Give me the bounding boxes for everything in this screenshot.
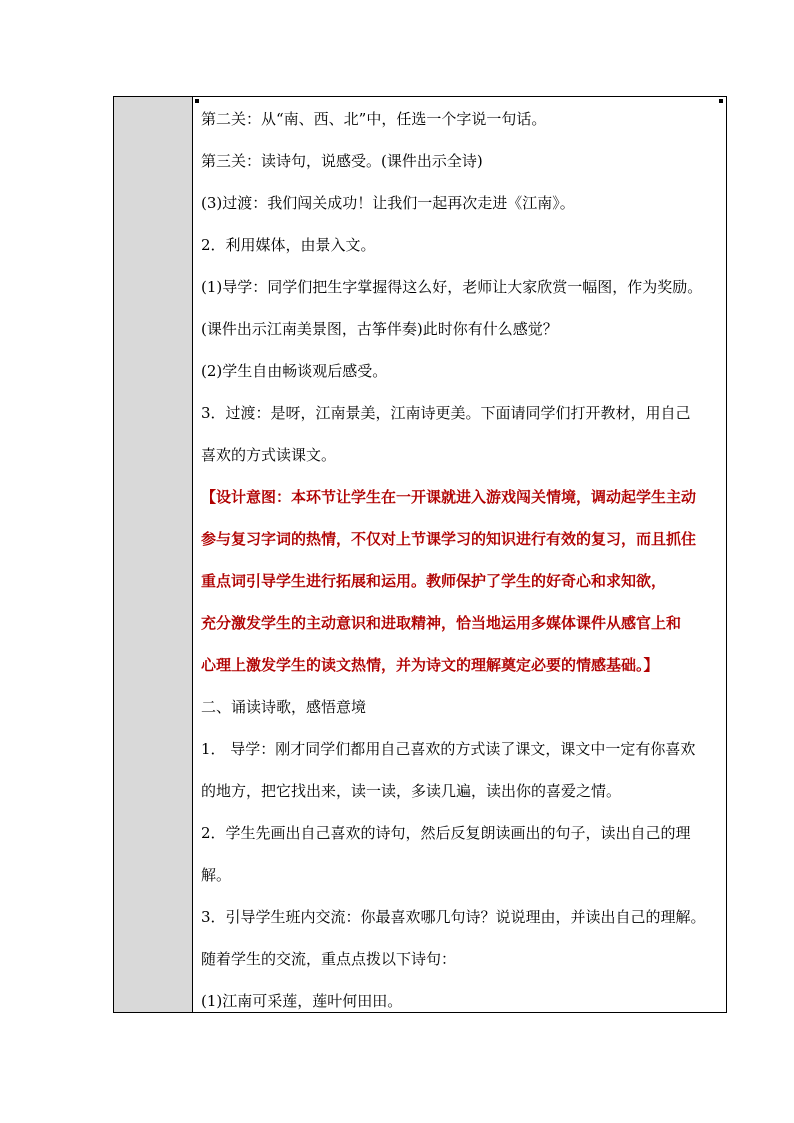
section-heading: 二、诵读诗歌，感悟意境 — [201, 698, 367, 716]
lesson-table — [113, 96, 727, 1013]
text-line: 1． 导学：刚才同学们都用自己喜欢的方式读了课文，课文中一定有你喜欢 — [201, 740, 696, 758]
text-line: (2)学生自由畅谈观后感受。 — [201, 362, 388, 380]
text-line: (课件出示江南美景图，古筝伴奏)此时你有什么感觉？ — [201, 320, 558, 338]
text-line: 2．学生先画出自己喜欢的诗句，然后反复朗读画出的句子，读出自己的理 — [201, 824, 691, 842]
design-intent-line: 重点词引导学生进行拓展和运用。教师保护了学生的好奇心和求知欲， — [201, 572, 667, 590]
table-left-column — [114, 97, 193, 1012]
design-intent-line: 【设计意图：本环节让学生在一开课就进入游戏闯关情境，调动起学生主动 — [201, 488, 697, 506]
design-intent-line: 心理上激发学生的读文热情，并为诗文的理解奠定必要的情感基础。】 — [201, 656, 659, 674]
cell-marker-right — [719, 99, 723, 103]
text-line: (1)导学：同学们把生字掌握得这么好，老师让大家欣赏一幅图，作为奖励。 — [201, 278, 703, 296]
text-line: 3．引导学生班内交流：你最喜欢哪几句诗？说说理由，并读出自己的理解。 — [201, 908, 706, 926]
text-line: 随着学生的交流，重点点拨以下诗句： — [201, 950, 457, 968]
design-intent-line: 充分激发学生的主动意识和进取精神，恰当地运用多媒体课件从感官上和 — [201, 614, 682, 632]
cell-marker-left — [195, 99, 199, 103]
text-line: (3)过渡：我们闯关成功！让我们一起再次走进《江南》。 — [201, 194, 575, 212]
text-line: 第三关：读诗句，说感受。(课件出示全诗) — [201, 152, 483, 170]
text-line: 3．过渡：是呀，江南景美，江南诗更美。下面请同学们打开教材，用自己 — [201, 404, 691, 422]
design-intent-line: 参与复习字词的热情，不仅对上节课学习的知识进行有效的复习，而且抓住 — [201, 530, 697, 548]
text-line: (1)江南可采莲，莲叶何田田。 — [201, 992, 403, 1010]
table-content-cell — [193, 97, 726, 1012]
text-line: 喜欢的方式读课文。 — [201, 446, 337, 464]
text-line: 第二关：从“南、西、北”中，任选一个字说一句话。 — [201, 110, 547, 128]
text-line: 的地方，把它找出来，读一读，多读几遍，读出你的喜爱之情。 — [201, 782, 622, 800]
text-line: 解。 — [201, 866, 232, 884]
text-line: 2．利用媒体，由景入文。 — [201, 236, 376, 254]
